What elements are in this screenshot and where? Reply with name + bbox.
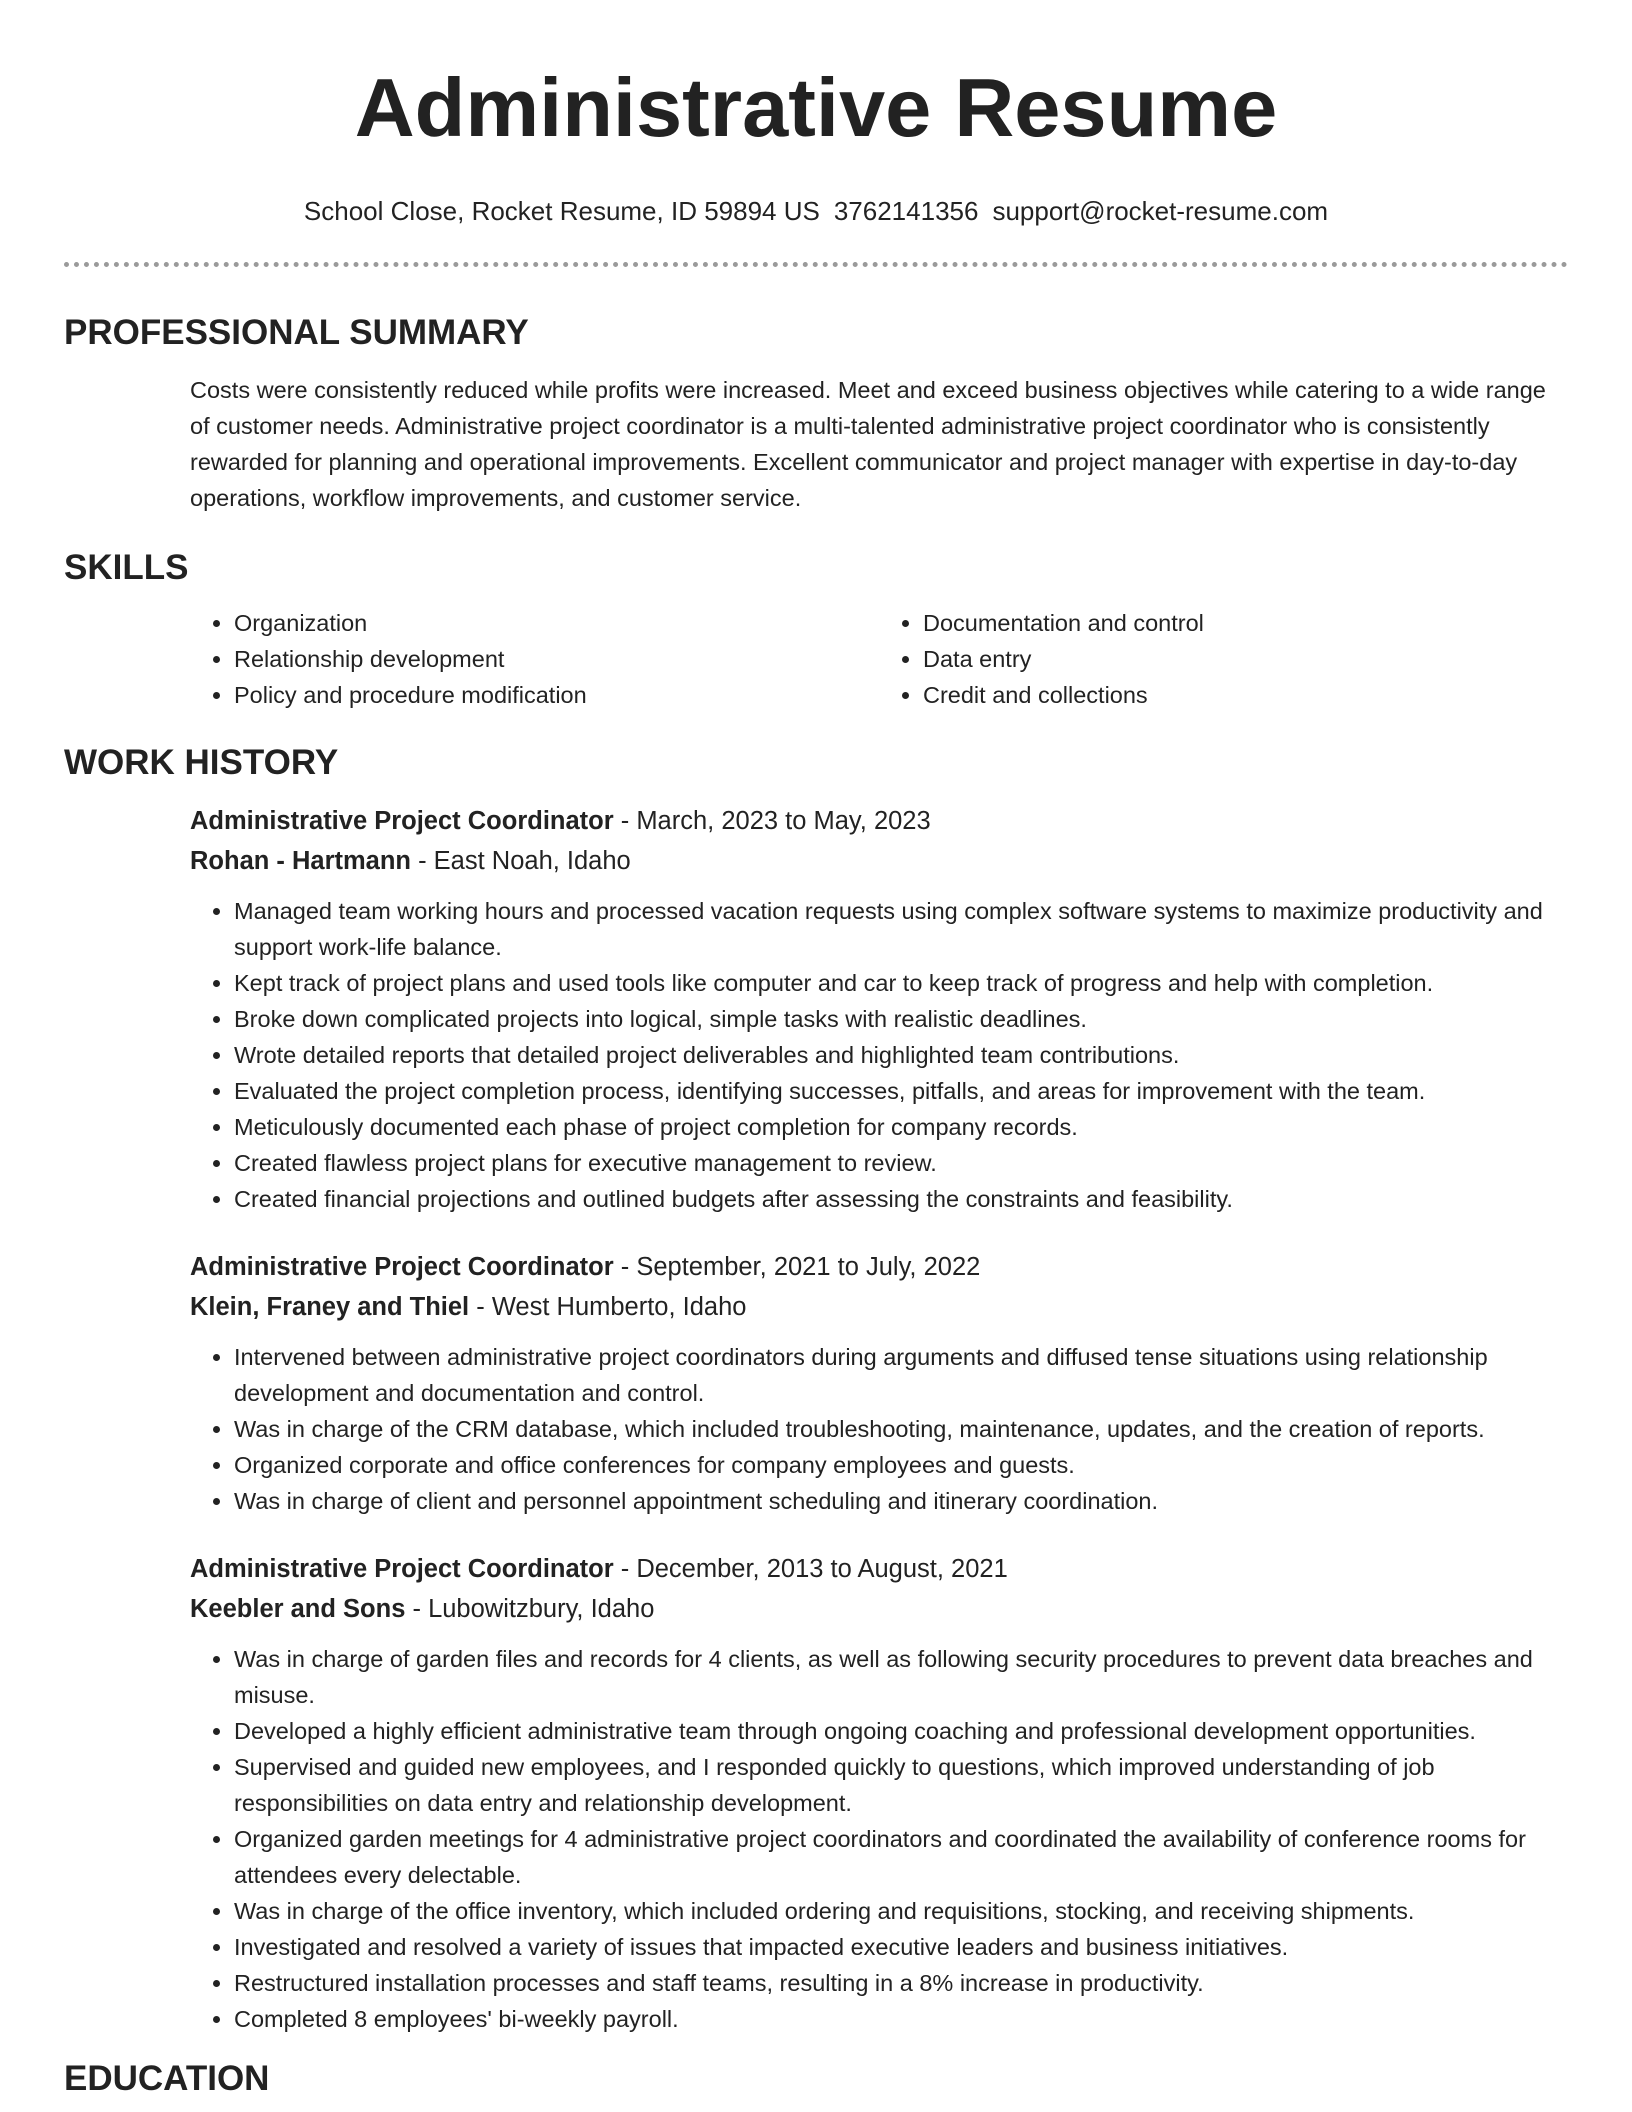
contact-email: support@rocket-resume.com (992, 196, 1329, 226)
job-bullets (190, 893, 1568, 1217)
job-bullet: • Kept track of project plans and used tools like computer and car to keep track of progress and help with completion. (234, 965, 1568, 1001)
job-bullet: • Was in charge of garden files and records for 4 clients, as well as following security procedures to prevent data breaches and misuse. (234, 1641, 1568, 1713)
job-title-line (190, 1247, 1568, 1287)
skill-item: • Documentation and control (923, 605, 1568, 641)
summary-heading: PROFESSIONAL SUMMARY (64, 313, 529, 352)
job-bullet: • Restructured installation processes and staff teams, resulting in a 8% increase in productivity. (234, 1965, 1568, 2001)
skills-heading: SKILLS (64, 548, 189, 587)
job-bullet: • Meticulously documented each phase of project completion for company records. (234, 1109, 1568, 1145)
skill-item: • Credit and collections (923, 677, 1568, 713)
job-bullet: • Wrote detailed reports that detailed project deliverables and highlighted team contributions. (234, 1037, 1568, 1073)
job-bullets (190, 1339, 1568, 1519)
job-title-line (190, 1549, 1568, 1589)
job-company: Keebler and Sons (190, 1595, 406, 1623)
education-heading: EDUCATION (64, 2059, 270, 2098)
summary-text: Costs were consistently reduced while profits were increased. Meet and exceed business objectives while catering to a wide range of customer needs. Administrative project coordinator is a multi-talented administrative project coordinator who is consistently rewarded for planning and operational improvements. Excellent communicator and project manager with expertise in day-to-day operations, workflow improvements, and customer service. (190, 377, 1546, 511)
job-bullet: • Was in charge of the CRM database, which included troubleshooting, maintenance, updates, and the creation of reports. (234, 1411, 1568, 1447)
job-bullet: • Completed 8 employees' bi-weekly payroll. (234, 2001, 1568, 2037)
skills-columns (190, 605, 1568, 713)
job-company-line (190, 841, 1568, 881)
resume-title: Administrative Resume (354, 61, 1278, 154)
skill-item: • Relationship development (234, 641, 879, 677)
job-bullet: • Developed a highly efficient administrative team through ongoing coaching and professional development opportunities. (234, 1713, 1568, 1749)
job-bullet: • Was in charge of client and personnel appointment scheduling and itinerary coordination. (234, 1483, 1568, 1519)
job-bullet: • Managed team working hours and processed vacation requests using complex software systems to maximize productivity and support work-life balance. (234, 893, 1568, 965)
job-company-line (190, 1287, 1568, 1327)
skills-list-right (879, 605, 1568, 713)
job-bullet: • Organized garden meetings for 4 administrative project coordinators and coordinated the availability of conference rooms for attendees every delectable. (234, 1821, 1568, 1893)
job-company: Rohan - Hartmann (190, 847, 412, 875)
job-bullet: • Was in charge of the office inventory, which included ordering and requisitions, stocking, and receiving shipments. (234, 1893, 1568, 1929)
job-company: Klein, Franey and Thiel (190, 1293, 470, 1321)
job-bullet: • Broke down complicated projects into logical, simple tasks with realistic deadlines. (234, 1001, 1568, 1037)
job-title: Administrative Project Coordinator (190, 1253, 614, 1281)
job-title: Administrative Project Coordinator (190, 807, 614, 835)
contact-line (0, 196, 1632, 226)
job-company-line (190, 1589, 1568, 1629)
job-entry (190, 801, 1568, 1217)
job-bullet: • Intervened between administrative project coordinators during arguments and diffused tense situations using relationship development and documentation and control. (234, 1339, 1568, 1411)
job-entry (190, 1247, 1568, 1519)
job-dates: - September, 2021 to July, 2022 (613, 1253, 981, 1281)
work-section (0, 743, 1632, 2037)
education-section (0, 2059, 1632, 2099)
skills-list-left (190, 605, 879, 713)
skill-item: • Organization (234, 605, 879, 641)
job-location: - West Humberto, Idaho (469, 1293, 747, 1321)
contact-address: School Close, Rocket Resume, ID 59894 US (303, 196, 820, 226)
job-bullets (190, 1641, 1568, 2037)
job-bullet: • Created flawless project plans for executive management to review. (234, 1145, 1568, 1181)
contact-phone: 3762141356 (833, 196, 979, 226)
skill-item: • Policy and procedure modification (234, 677, 879, 713)
job-entry (190, 1549, 1568, 2037)
skills-section (0, 548, 1632, 713)
work-heading: WORK HISTORY (64, 743, 339, 782)
skill-item: • Data entry (923, 641, 1568, 677)
job-dates: - March, 2023 to May, 2023 (613, 807, 931, 835)
header-divider (64, 262, 1568, 267)
job-bullet: • Organized corporate and office conferences for company employees and guests. (234, 1447, 1568, 1483)
job-dates: - December, 2013 to August, 2021 (613, 1555, 1008, 1583)
job-bullet: • Investigated and resolved a variety of issues that impacted executive leaders and business initiatives. (234, 1929, 1568, 1965)
job-location: - East Noah, Idaho (411, 847, 631, 875)
job-title-line (190, 801, 1568, 841)
job-bullet: • Created financial projections and outlined budgets after assessing the constraints and feasibility. (234, 1181, 1568, 1217)
job-bullet: • Supervised and guided new employees, and I responded quickly to questions, which improved understanding of job responsibilities on data entry and relationship development. (234, 1749, 1568, 1821)
summary-section (0, 313, 1632, 516)
job-title: Administrative Project Coordinator (190, 1555, 614, 1583)
job-location: - Lubowitzbury, Idaho (405, 1595, 655, 1623)
job-bullet: • Evaluated the project completion process, identifying successes, pitfalls, and areas for improvement with the team. (234, 1073, 1568, 1109)
